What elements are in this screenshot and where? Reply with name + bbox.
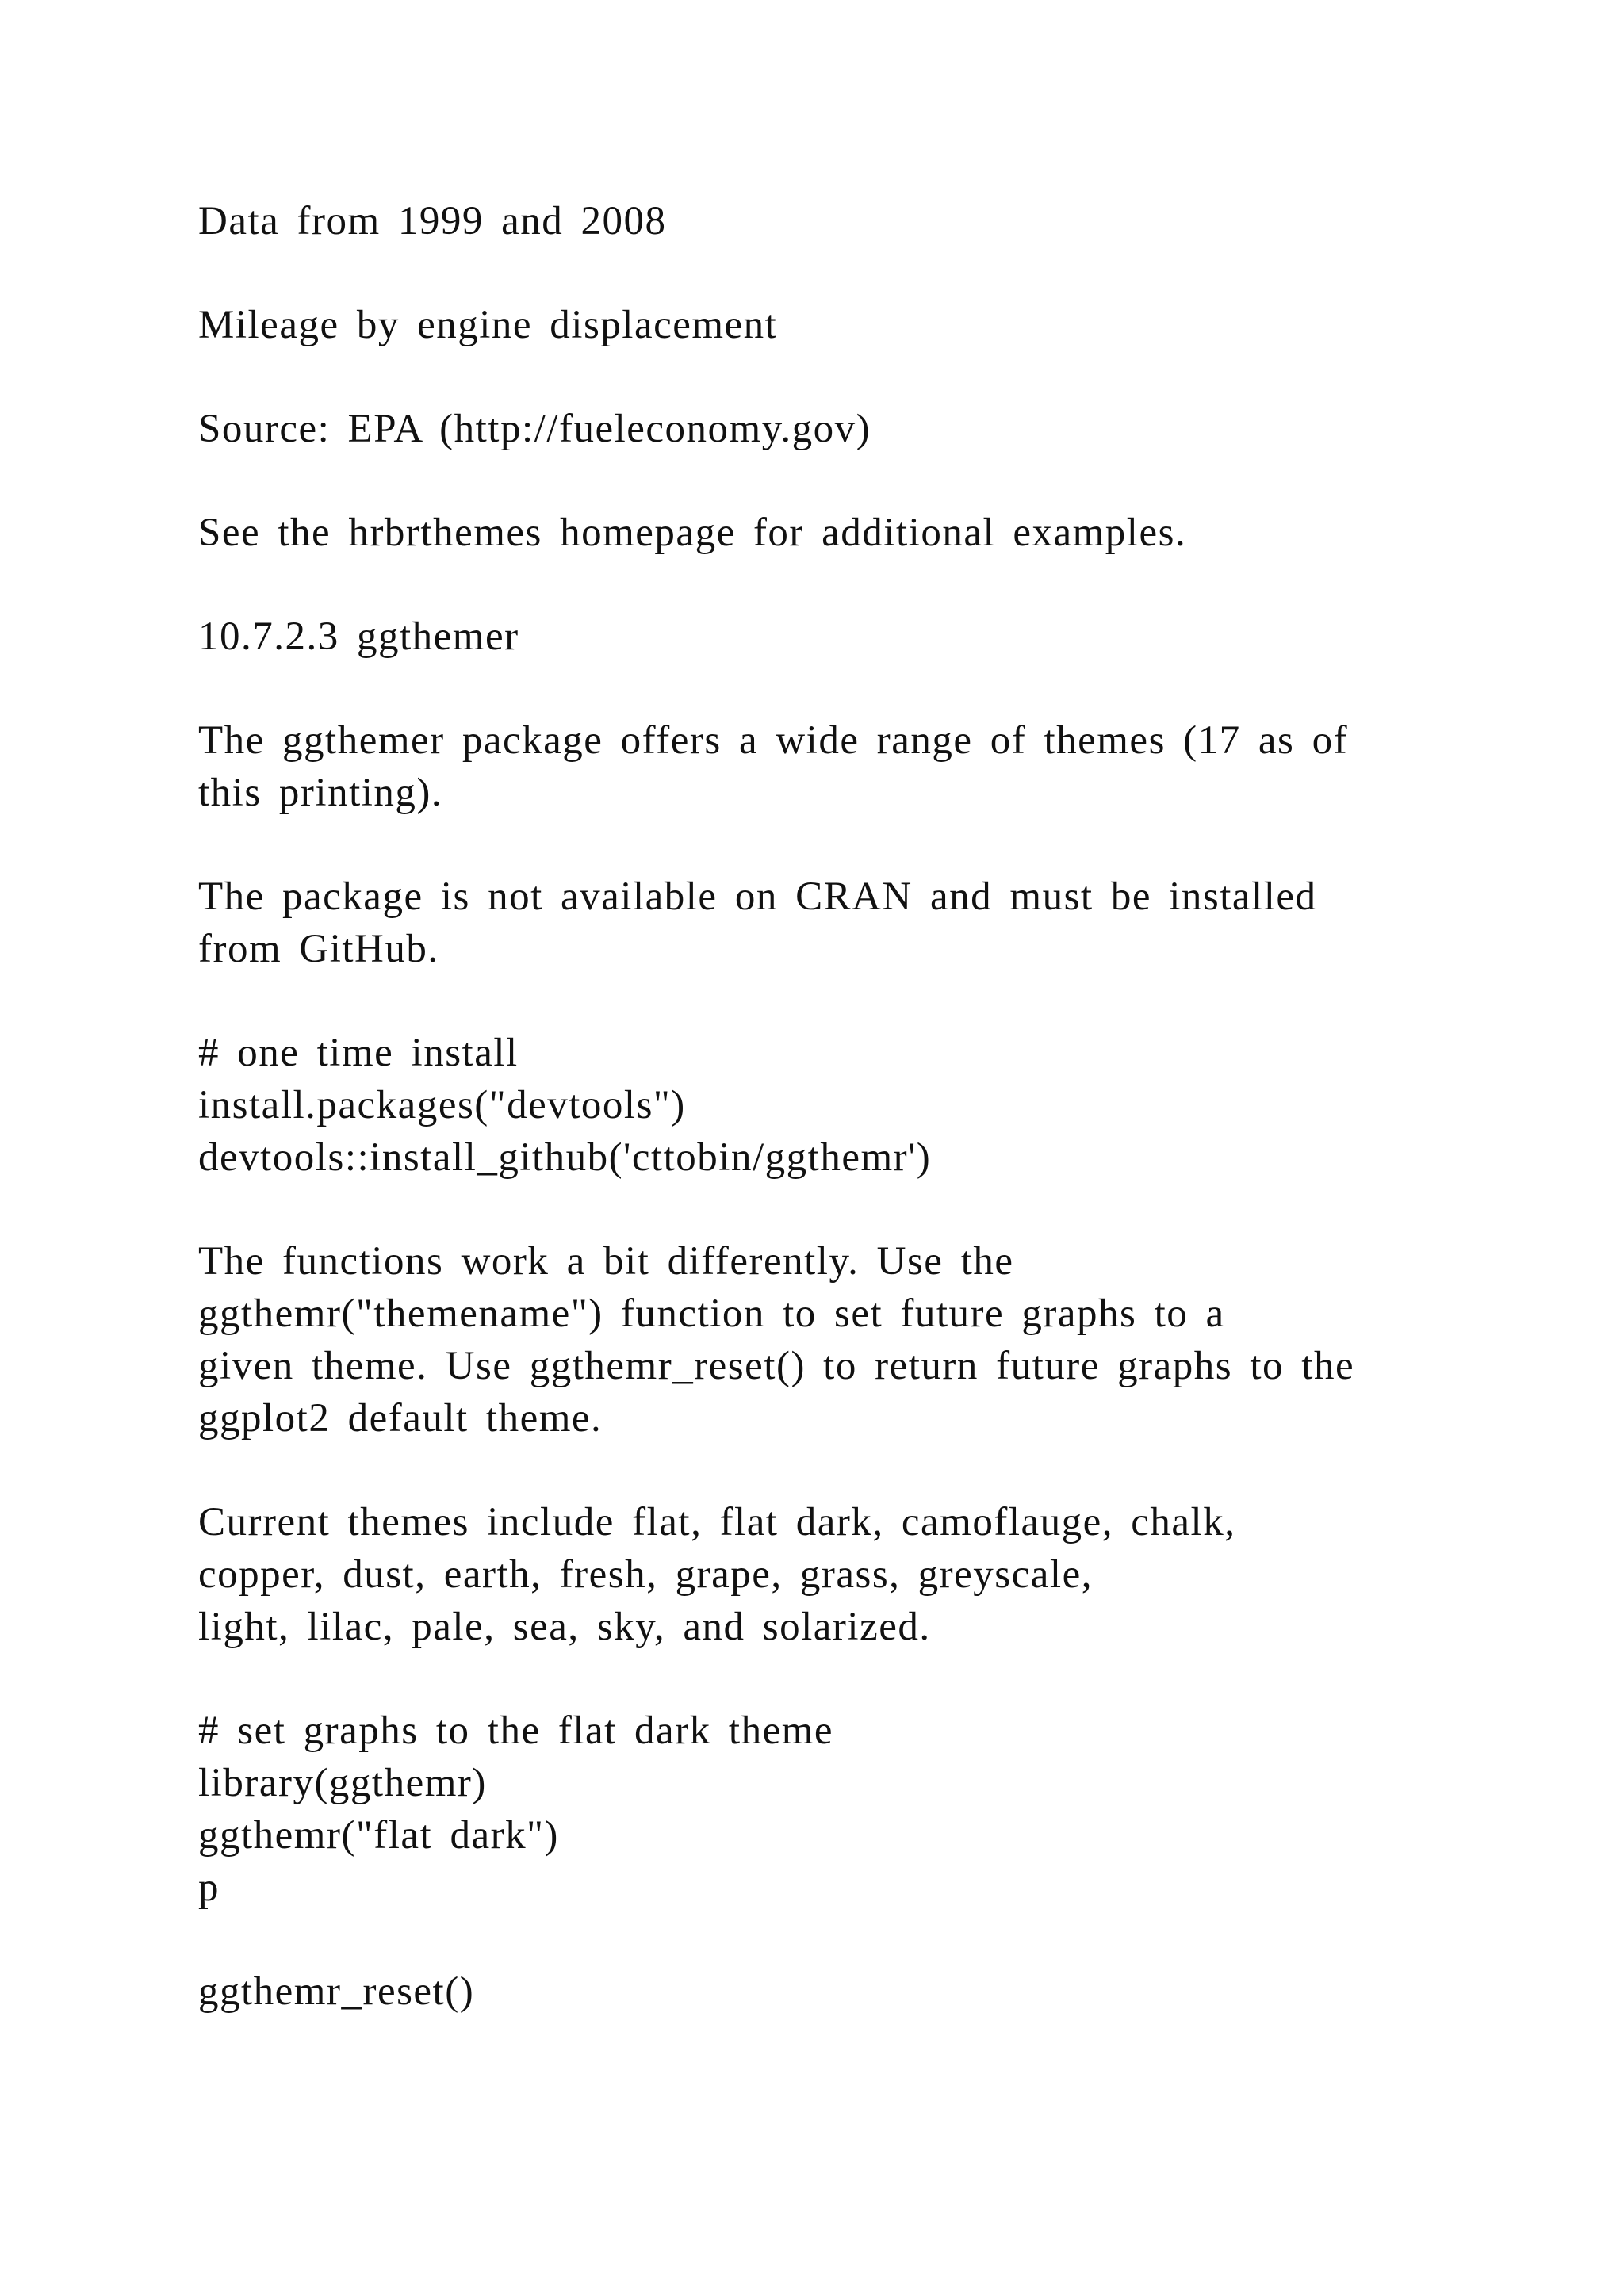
hrbrthemes-note-after: for additional examples. <box>735 511 1187 555</box>
paragraph-line: Current themes include flat, flat dark, camoflauge, chalk, <box>198 1500 1236 1544</box>
code-line: ggthemr_reset() <box>198 1969 475 2014</box>
paragraph-line: light, lilac, pale, sea, sky, and solarized. <box>198 1605 931 1649</box>
hrbrthemes-note-before: See the hrbrthemes <box>198 511 561 555</box>
document-content <box>198 195 1499 2069</box>
code-line: # one time install <box>198 1031 519 1075</box>
code-line: install.packages("devtools") <box>198 1083 686 1127</box>
intro-paragraph <box>198 714 1499 819</box>
code-line: ggthemr("flat dark") <box>198 1813 559 1858</box>
paragraph-line: copper, dust, earth, fresh, grape, grass, greyscale, <box>198 1552 1093 1597</box>
install-code-block <box>198 1027 1499 1184</box>
paragraph-line: The functions work a bit differently. Use the <box>198 1239 1014 1284</box>
paragraph-line: ggthemr("themename") function to set future graphs to a <box>198 1292 1225 1336</box>
reset-code-block <box>198 1965 1499 2018</box>
paragraph-line: this printing). <box>198 771 443 815</box>
paragraph-line: given theme. Use ggthemr_reset() to return future graphs to the <box>198 1344 1355 1388</box>
hrbrthemes-note <box>198 507 1499 559</box>
code-line: p <box>198 1866 220 1910</box>
paragraph-line: ggplot2 default theme. <box>198 1396 603 1441</box>
code-line: # set graphs to the flat dark theme <box>198 1709 834 1753</box>
example-code-block <box>198 1705 1499 1914</box>
code-line: devtools::install_github('cttobin/ggthemr') <box>198 1135 932 1180</box>
code-line: library(ggthemr) <box>198 1761 487 1805</box>
themes-paragraph <box>198 1496 1499 1653</box>
paragraph-line: The ggthemer package offers a wide range of themes (17 as of <box>198 718 1349 763</box>
section-heading: 10.7.2.3 ggthemer <box>198 614 519 659</box>
paragraph-line: from GitHub. <box>198 927 439 971</box>
functions-paragraph <box>198 1235 1499 1445</box>
paragraph-line: The package is not available on CRAN and must be installed <box>198 874 1317 919</box>
install-note <box>198 871 1499 975</box>
caption-source: Source: EPA (http://fueleconomy.gov) <box>198 407 871 451</box>
hrbrthemes-homepage-link[interactable]: homepage <box>560 511 736 555</box>
caption-mileage-title: Mileage by engine displacement <box>198 303 778 347</box>
caption-data-years: Data from 1999 and 2008 <box>198 199 667 243</box>
